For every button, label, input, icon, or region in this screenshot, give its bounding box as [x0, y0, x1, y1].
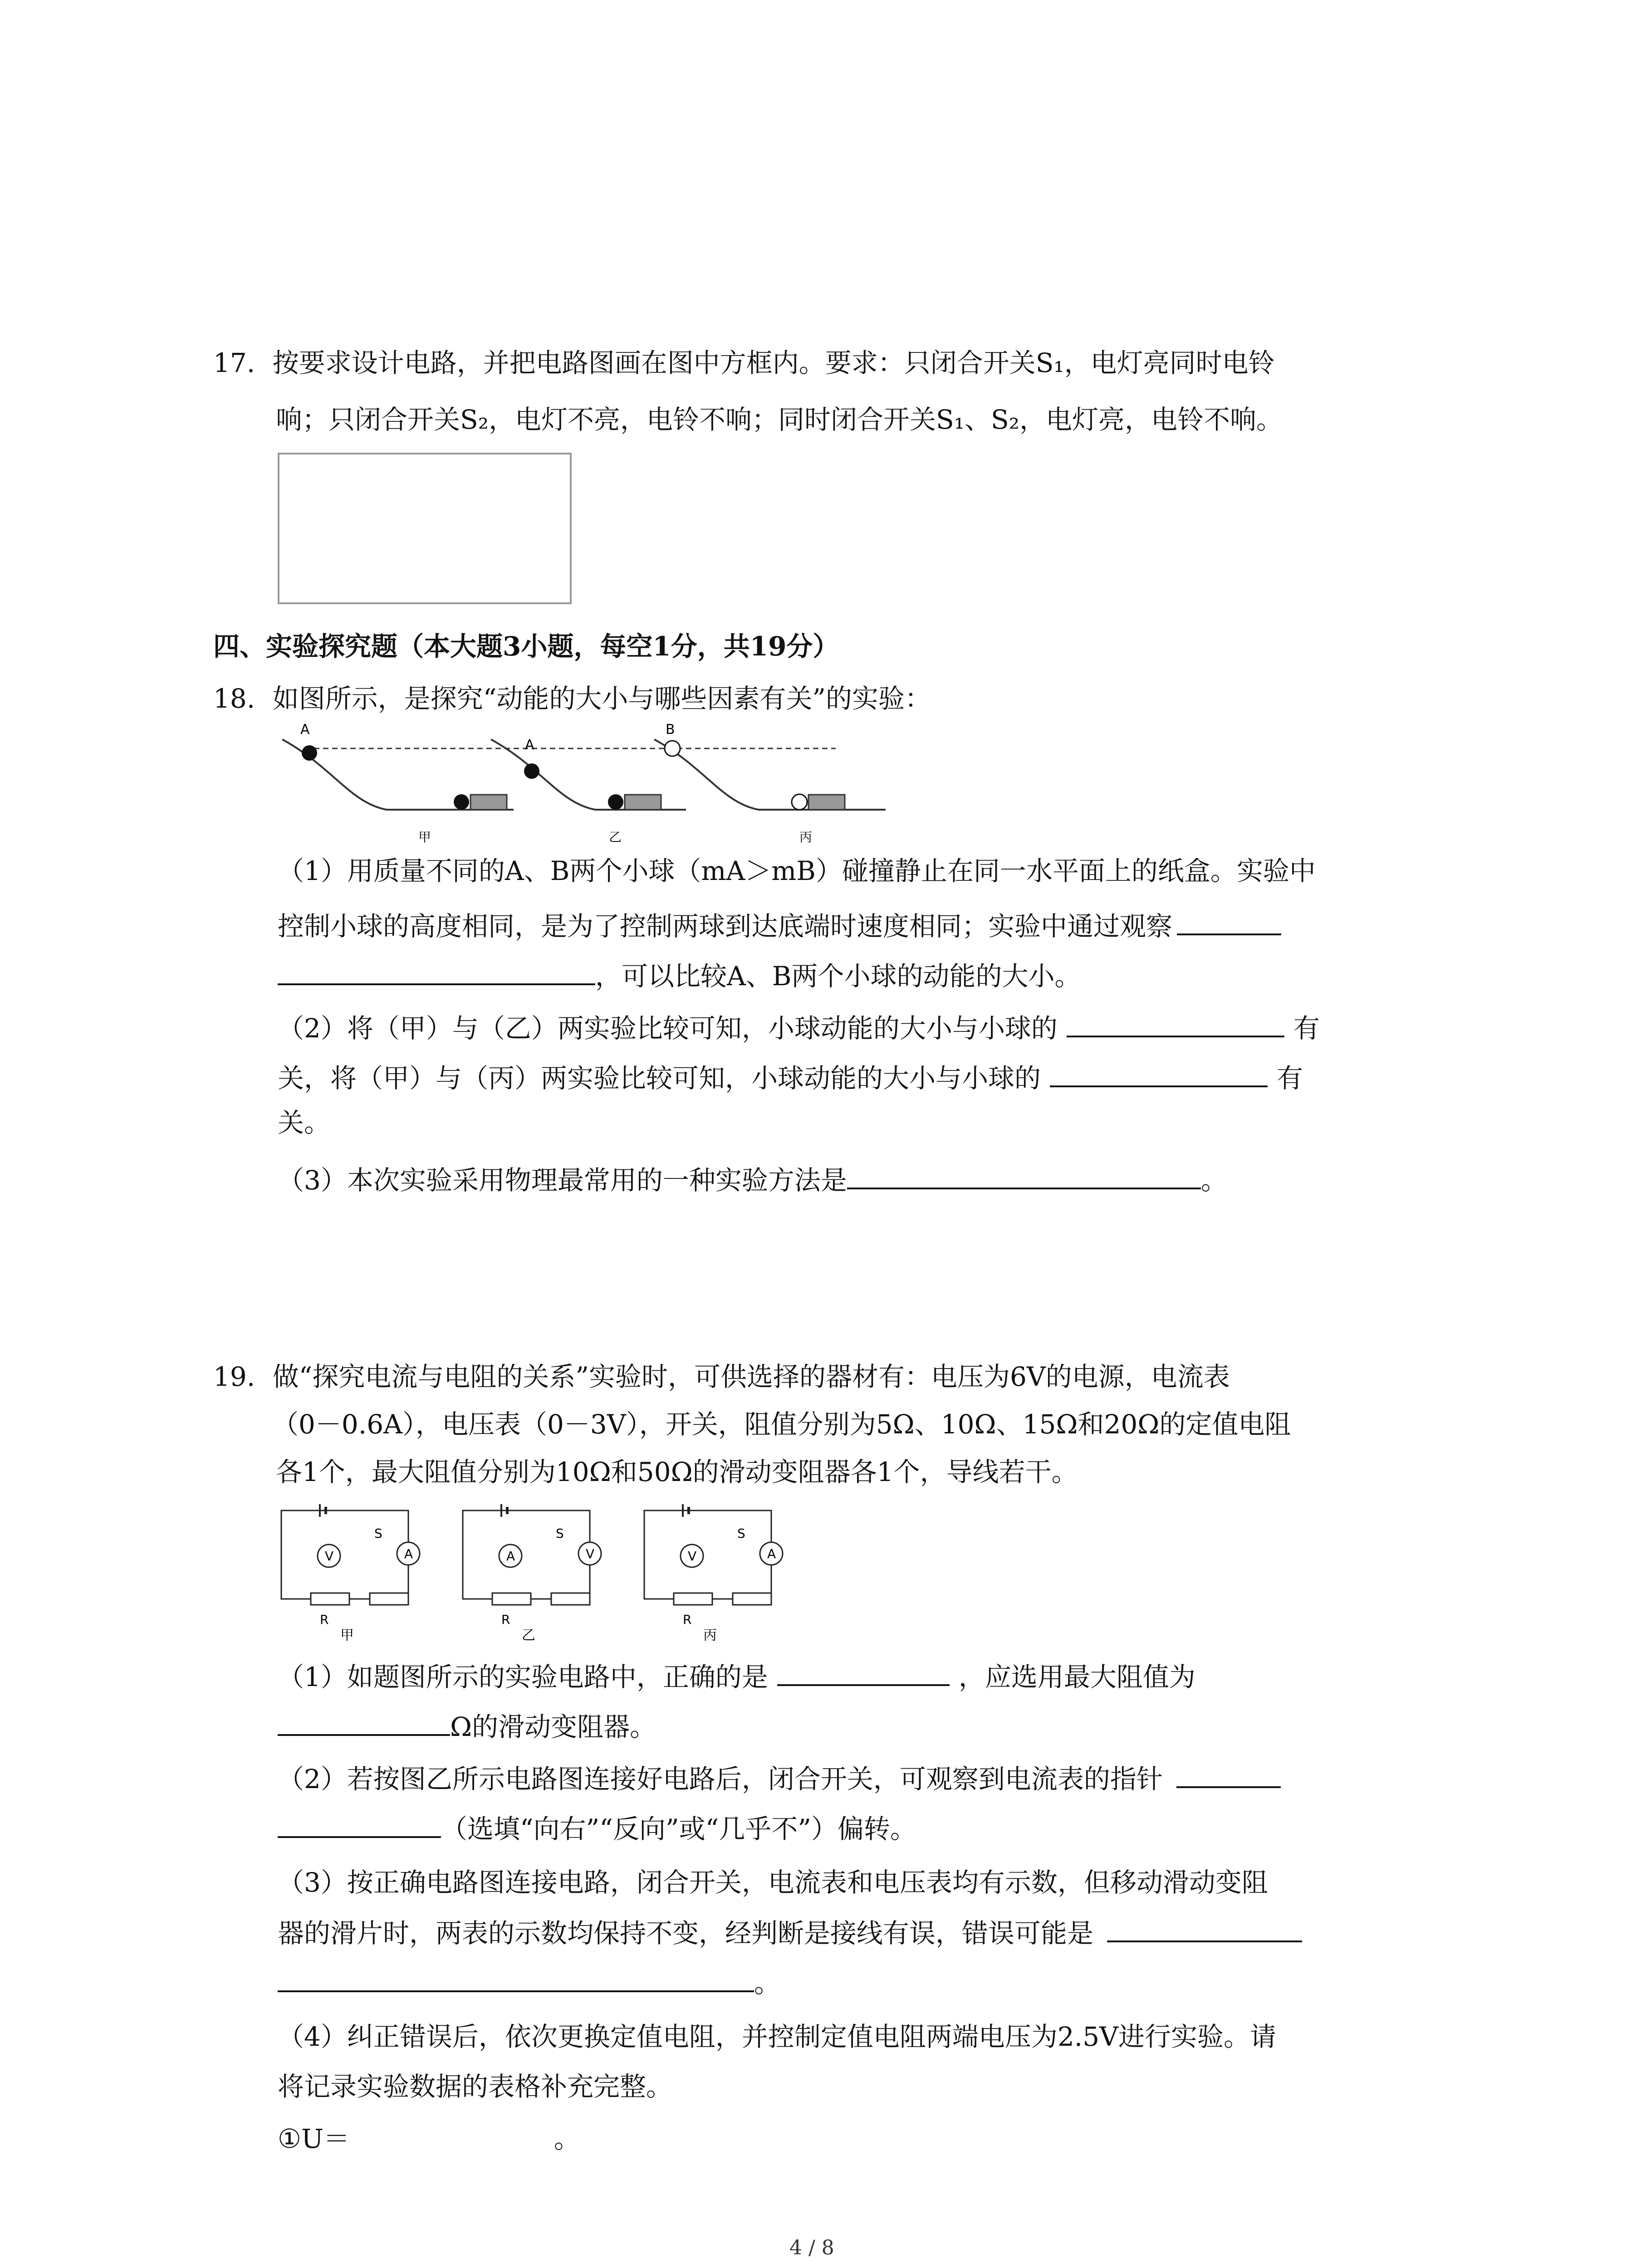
q19-p4-line1: （4）纠正错误后，依次更换定值电阻，并控制定值电阻两端电压为2.5V进行实验。请 — [278, 2021, 1277, 2052]
q18-p3-line — [278, 1161, 1227, 1198]
rheostat-bing — [733, 1593, 771, 1605]
switch-label-jia: S — [374, 1526, 382, 1541]
circuit-bing-wire — [644, 1510, 771, 1599]
voltmeter-label-bing: V — [688, 1549, 697, 1564]
q19-blank-1b[interactable] — [278, 1708, 450, 1736]
page-number: 4 / 8 — [789, 2236, 834, 2259]
q19-p3-line1: （3）按正确电路图连接电路，闭合开关，电流表和电压表均有示数，但移动滑动变阻 — [278, 1867, 1268, 1898]
q19-p1-text3: Ω的滑动变阻器。 — [450, 1711, 656, 1742]
circuit-jia-wire — [281, 1510, 408, 1599]
ammeter-label-bing: A — [767, 1546, 776, 1561]
q19-line2: （0－0.6A），电压表（0－3V），开关，阻值分别为5Ω、10Ω、15Ω和20Ω的定值电阻 — [272, 1409, 1291, 1440]
q19-blank-2b[interactable] — [278, 1810, 441, 1838]
q19-p1-text2: ，应选用最大阻值为 — [958, 1662, 1195, 1692]
q19-blank-1a[interactable] — [777, 1658, 950, 1686]
q19-p2-line2 — [278, 1810, 916, 1847]
q19-line3: 各1个，最大阻值分别为10Ω和50Ω的滑动变阻器各1个，导线若干。 — [276, 1457, 1078, 1487]
circuit-yi — [463, 1504, 601, 1643]
q18-p1-line3 — [278, 957, 1081, 994]
q19-p2-line1 — [278, 1760, 1281, 1797]
q19-number: 19. — [213, 1361, 255, 1392]
q18-number: 18. — [213, 683, 255, 714]
kinetic-energy-figure — [278, 721, 904, 850]
q19-blank-2a[interactable] — [1176, 1760, 1281, 1788]
voltmeter-label-jia: V — [325, 1549, 334, 1564]
paper-box-bing — [808, 795, 845, 810]
q18-blank-1a[interactable] — [1177, 907, 1281, 935]
q19-p1-line1 — [278, 1658, 1195, 1695]
q19-blank-3b[interactable] — [278, 1964, 754, 1992]
circuit-figures — [277, 1497, 812, 1647]
q18-p3-text: （3）本次实验采用物理最常用的一种实验方法是 — [278, 1165, 847, 1196]
q18-p1-text2: 控制小球的高度相同，是为了控制两球到达底端时速度相同；实验中通过观察 — [278, 911, 1173, 942]
q18-p2-text2b: 有 — [1277, 1063, 1303, 1094]
ball-b-bing-bottom — [792, 794, 807, 810]
q18-blank-1b[interactable] — [278, 957, 595, 985]
q18-p2-text1b: 有 — [1293, 1013, 1320, 1044]
q19-p3-line3 — [278, 1964, 780, 2001]
ball-b-bing — [665, 741, 680, 756]
ball-a-yi-bottom — [608, 794, 623, 810]
q19-p1-line2 — [278, 1708, 656, 1745]
q19-text1: 做“探究电流与电阻的关系”实验时，可供选择的器材有：电压为6V的电源，电流表 — [272, 1361, 1230, 1392]
q18-blank-2a[interactable] — [1067, 1009, 1284, 1037]
q18-p2-text2: 关，将（甲）与（丙）两实验比较可知，小球动能的大小与小球的 — [278, 1063, 1041, 1094]
q19-p3-end: 。 — [754, 1968, 781, 1999]
q19-p3-text2: 器的滑片时，两表的示数均保持不变，经判断是接线有误，错误可能是 — [278, 1918, 1094, 1949]
section-title: 四、实验探究题（本大题3小题，每空1分，共19分） — [213, 631, 839, 662]
ball-a-yi — [524, 763, 539, 779]
q17-line2: 响；只闭合开关S₂，电灯不亮，电铃不响；同时闭合开关S₁、S₂，电灯亮，电铃不响。 — [276, 404, 1283, 435]
label-a-jia: A — [300, 722, 310, 738]
track-bing — [654, 739, 886, 810]
q19-p3-line2 — [278, 1914, 1302, 1951]
q18-p1-text3: ，可以比较A、B两个小球的动能的大小。 — [595, 961, 1081, 992]
q17-number: 17. — [213, 347, 255, 378]
q18-blank-2b[interactable] — [1050, 1059, 1268, 1087]
resistor-label-bing: R — [683, 1612, 692, 1627]
q17-text1: 按要求设计电路，并把电路图画在图中方框内。要求：只闭合开关S₁，电灯亮同时电铃 — [272, 347, 1275, 378]
q18-p2-text1: （2）将（甲）与（乙）两实验比较可知，小球动能的大小与小球的 — [278, 1013, 1058, 1044]
caption-circuit-jia: 甲 — [340, 1628, 354, 1643]
caption-bing: 丙 — [799, 830, 813, 845]
q18-blank-3[interactable] — [847, 1161, 1201, 1189]
circuit-jia — [281, 1504, 420, 1643]
label-a-yi: A — [525, 737, 534, 753]
resistor-yi — [492, 1593, 531, 1605]
caption-circuit-bing: 丙 — [703, 1628, 717, 1643]
q19-blank-3a[interactable] — [1107, 1914, 1302, 1942]
ammeter-label-yi: A — [506, 1549, 515, 1564]
q18-p2-line3: 关。 — [278, 1107, 331, 1138]
q18-intro: 如图所示，是探究“动能的大小与哪些因素有关”的实验： — [272, 683, 931, 714]
q19-p4-line3 — [278, 2121, 580, 2157]
q18-p2-line1 — [278, 1009, 1320, 1046]
q19-p2-text2: （选填“向右”“反向”或“几乎不”）偏转。 — [441, 1813, 916, 1844]
ball-a-jia — [302, 745, 317, 761]
q18-intro-line — [213, 680, 931, 717]
ammeter-label-jia: A — [404, 1546, 413, 1561]
q19-p4-text3: ①U＝ — [278, 2123, 350, 2154]
rheostat-jia — [370, 1593, 408, 1605]
ball-a-jia-bottom — [454, 794, 469, 810]
q19-p4-line2: 将记录实验数据的表格补充完整。 — [278, 2071, 673, 2102]
q18-p2-line2 — [278, 1059, 1303, 1096]
circuit-bing — [644, 1504, 783, 1643]
resistor-bing — [674, 1593, 712, 1605]
q19-p4-end: 。 — [554, 2123, 580, 2154]
q18-p1-line1: （1）用质量不同的A、B两个小球（mA＞mB）碰撞静止在同一水平面上的纸盒。实验中 — [278, 855, 1316, 886]
q17-line1 — [213, 345, 1275, 381]
q18-p3-end: 。 — [1200, 1165, 1227, 1196]
resistor-label-yi: R — [501, 1612, 510, 1627]
caption-circuit-yi: 乙 — [522, 1628, 535, 1643]
q18-p1-line2 — [278, 907, 1281, 944]
switch-label-yi: S — [556, 1526, 564, 1541]
q19-p2-text1: （2）若按图乙所示电路图连接好电路后，闭合开关，可观察到电流表的指针 — [278, 1764, 1163, 1794]
resistor-jia — [311, 1593, 349, 1605]
voltmeter-label-yi: V — [586, 1546, 595, 1561]
switch-label-bing: S — [737, 1526, 745, 1541]
q19-p1-text1: （1）如题图所示的实验电路中，正确的是 — [278, 1662, 768, 1692]
paper-box-yi — [625, 795, 661, 810]
resistor-label-jia: R — [320, 1612, 329, 1627]
q19-line1 — [213, 1359, 1230, 1395]
caption-jia: 甲 — [418, 830, 431, 845]
paper-box-jia — [470, 795, 507, 810]
label-b-bing: B — [666, 722, 675, 738]
caption-yi: 乙 — [609, 830, 622, 845]
rheostat-yi — [551, 1593, 590, 1605]
answer-box[interactable] — [278, 453, 572, 604]
circuit-yi-wire — [463, 1510, 590, 1599]
